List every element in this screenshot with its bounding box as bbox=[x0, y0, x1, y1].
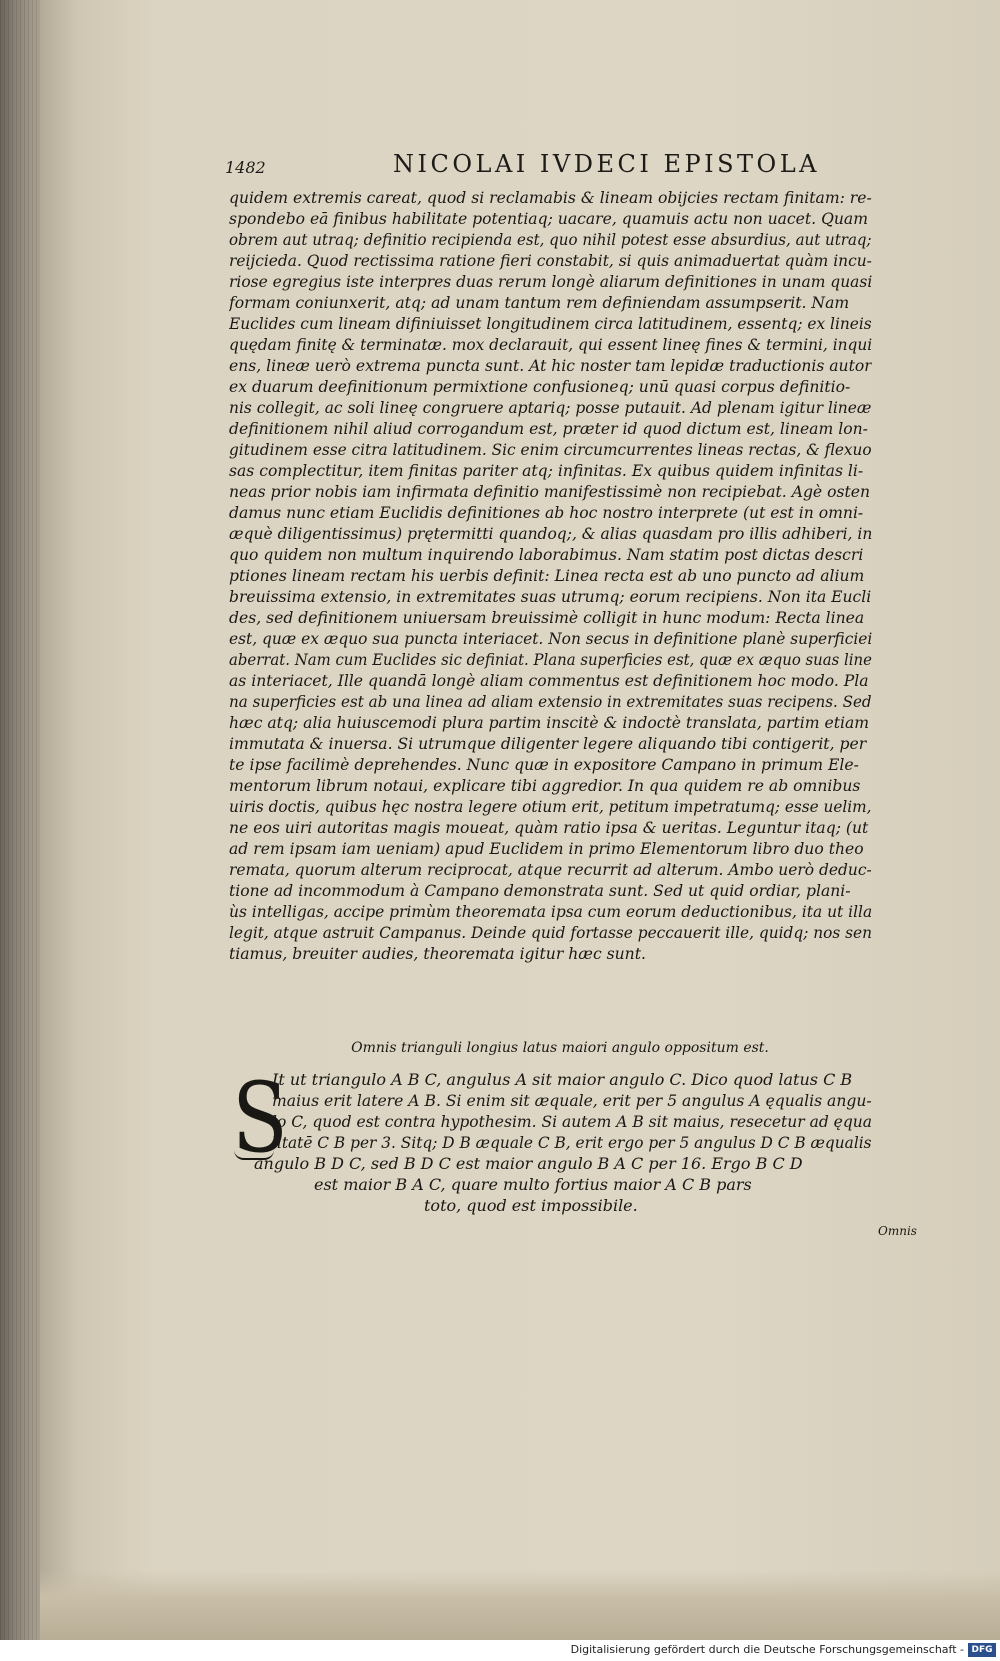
body-line: uiris doctis, quibus hęc nostra legere otium erit, petitum impetratumq; esse uelim, bbox=[229, 798, 872, 816]
body-line: breuissima extensio, in extremitates suas utrumq; eorum recipiens. Non ita Eucli bbox=[229, 588, 872, 606]
body-text bbox=[229, 188, 872, 965]
running-title: NICOLAI IVDECI EPISTOLA bbox=[393, 150, 820, 178]
body-line: ùs intelligas, accipe primùm theoremata ipsa cum eorum deductionibus, ita ut illa bbox=[229, 903, 873, 921]
proof-line: lo C, quod est contra hypothesim. Si autem A B sit maius, resecetur ad ęqua bbox=[272, 1112, 873, 1131]
body-line: tiamus, breuiter audies, theoremata igitur hæc sunt. bbox=[229, 945, 646, 963]
body-line: ne eos uiri autoritas magis moueat, quàm ratio ipsa & ueritas. Leguntur itaq; (ut bbox=[229, 819, 869, 837]
body-line: des, sed definitionem uniuersam breuissimè colligit in hunc modum: Recta linea bbox=[229, 609, 865, 627]
theorem-title: Omnis trianguli longius latus maiori angulo oppositum est. bbox=[351, 1040, 769, 1056]
body-line: ptiones lineam rectam his uerbis definit: Linea recta est ab uno puncto ad alium bbox=[229, 567, 865, 585]
digitization-footer bbox=[0, 1640, 1000, 1661]
proof-line: litatē C B per 3. Sitq; D B æquale C B, erit ergo per 5 angulus D C B æqualis bbox=[272, 1133, 872, 1152]
body-line: est, quæ ex æquo sua puncta interiacet. Non secus in definitione planè superficiei bbox=[229, 630, 873, 648]
body-line: riose egregius iste interpres duas rerum longè aliarum definitiones in unam quasi bbox=[229, 273, 872, 291]
body-line: formam coniunxerit, atq; ad unam tantum rem definiendam assumpserit. Nam bbox=[229, 294, 850, 312]
page-header bbox=[225, 150, 820, 182]
proof-line: maius erit latere A B. Si enim sit æquale, erit per 5 angulus A ęqualis angu- bbox=[272, 1091, 872, 1110]
proof-line: angulo B D C, sed B D C est maior angulo B A C per 16. Ergo B C D bbox=[254, 1154, 803, 1173]
body-line: ad rem ipsam iam ueniam) apud Euclidem in primo Elementorum libro duo theo bbox=[229, 840, 864, 858]
body-line: hæc atq; alia huiuscemodi plura partim inscitè & indoctè translata, partim etiam bbox=[229, 714, 870, 732]
body-line: definitionem nihil aliud corrogandum est, præter id quod dictum est, lineam lon- bbox=[229, 420, 868, 438]
body-line: sas complectitur, item finitas pariter atq; infinitas. Ex quibus quidem infinitas li- bbox=[229, 462, 864, 480]
body-line: mentorum librum notaui, explicare tibi aggredior. In qua quidem re ab omnibus bbox=[229, 777, 861, 795]
body-line: æquè diligentissimus) prętermitti quandoq;, & alias quasdam pro illis adhiberi, in bbox=[229, 525, 873, 543]
footer-credit: Digitalisierung gefördert durch die Deutsche Forschungsgemeinschaft - bbox=[570, 1643, 964, 1656]
proof-line: est maior B A C, quare multo fortius maior A C B pars bbox=[314, 1175, 752, 1194]
body-line: gitudinem esse citra latitudinem. Sic enim circumcurrentes lineas rectas, & flexuo bbox=[229, 441, 872, 459]
body-line: immutata & inuersa. Si utrumque diligenter legere aliquando tibi contigerit, per bbox=[229, 735, 867, 753]
body-line: spondebo eā finibus habilitate potentiaq; uacare, quamuis actu non uacet. Quam bbox=[229, 210, 868, 228]
body-line: neas prior nobis iam infirmata definitio manifestissimè non recipiebat. Agè osten bbox=[229, 483, 871, 501]
body-line: tione ad incommodum à Campano demonstrata sunt. Sed ut quid ordiar, plani- bbox=[229, 882, 851, 900]
body-line: reijcieda. Quod rectissima ratione fieri constabit, si quis animaduertat quàm incu- bbox=[229, 252, 872, 270]
proof-line: toto, quod est impossibile. bbox=[424, 1196, 638, 1215]
body-line: Euclides cum lineam difiniuisset longitudinem circa latitudinem, essentq; ex lineis bbox=[229, 315, 872, 333]
body-line: legit, atque astruit Campanus. Deinde quid fortasse peccauerit ille, quidq; nos sen bbox=[229, 924, 873, 942]
theorem-proof bbox=[232, 1062, 873, 1235]
body-line: te ipse facilimè deprehendes. Nunc quæ in expositore Campano in primum Ele- bbox=[229, 756, 859, 774]
dfg-logo: DFG bbox=[968, 1643, 996, 1657]
body-line: aberrat. Nam cum Euclides sic definiat. Plana superficies est, quæ ex æquo suas line bbox=[229, 651, 872, 669]
body-line: ex duarum deefinitionum permixtione confusioneq; unū quasi corpus definitio- bbox=[229, 378, 851, 396]
body-line: quędam finitę & terminatæ. mox declarauit, qui essent lineę fines & termini, inqui bbox=[229, 336, 872, 354]
body-line: ens, lineæ uerò extrema puncta sunt. At hic noster tam lepidæ traductionis autor bbox=[229, 357, 872, 375]
body-line: na superficies est ab una linea ad aliam extensio in extremitates suas recipens. Sed bbox=[229, 693, 872, 711]
body-line: obrem aut utraq; definitio recipienda est, quo nihil potest esse absurdius, aut utraq; bbox=[229, 231, 872, 249]
body-line: damus nunc etiam Euclidis definitiones ab hoc nostro interprete (ut est in omni- bbox=[229, 504, 864, 522]
dropcap-initial: S bbox=[232, 1062, 288, 1174]
folio-number: 1482 bbox=[225, 158, 266, 177]
body-line: nis collegit, ac soli lineę congruere aptariq; posse putauit. Ad plenam igitur lineæ bbox=[229, 399, 872, 417]
body-line: remata, quorum alterum reciprocat, atque recurrit ad alterum. Ambo uerò deduc- bbox=[229, 861, 872, 879]
body-line: quidem extremis careat, quod si reclamabis & lineam obijcies rectam finitam: re- bbox=[229, 189, 872, 207]
catchword: Omnis bbox=[878, 1224, 917, 1238]
body-line: as interiacet, Ille quandā longè aliam commentus est definitionem hoc modo. Pla bbox=[229, 672, 869, 690]
proof-line: It ut triangulo A B C, angulus A sit maior angulo C. Dico quod latus C B bbox=[272, 1070, 853, 1089]
body-line: quo quidem non multum inquirendo laborabimus. Nam statim post dictas descri bbox=[229, 546, 864, 564]
